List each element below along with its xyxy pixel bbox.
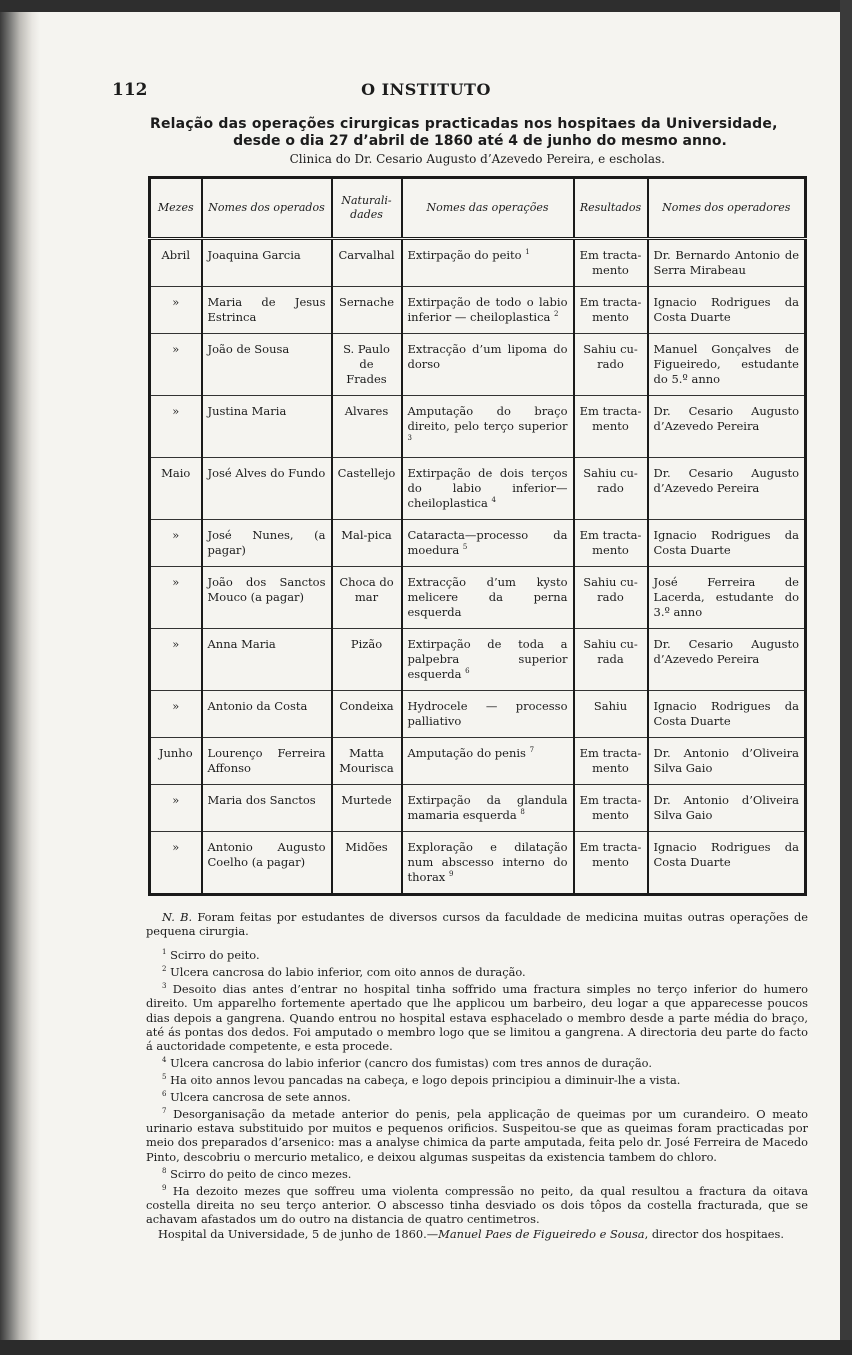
- cell-operation: [402, 690, 574, 737]
- footnote: [146, 1053, 808, 1070]
- cell-month-text: Abril: [161, 248, 191, 262]
- cell-operation-text: Extirpação do peito: [407, 248, 522, 262]
- cell-surgeon-text: Ignacio Rodrigues da Costa Duarte: [653, 527, 799, 557]
- cell-origin: [332, 566, 402, 628]
- cell-origin: [332, 831, 402, 894]
- cell-month: [150, 831, 202, 894]
- cell-surgeon-text: Dr. Antonio d’Oliveira Silva Gaio: [653, 792, 799, 822]
- cell-patient-text: José Alves do Fundo: [207, 465, 326, 480]
- cell-patient-text: João de Sousa: [207, 342, 290, 356]
- cell-origin: [332, 287, 402, 334]
- cell-month: [150, 519, 202, 566]
- cell-result: [574, 395, 648, 457]
- scan-edge-bottom: [0, 1340, 852, 1355]
- cell-patient: [202, 395, 332, 457]
- cell-patient: [202, 784, 332, 831]
- cell-month: [150, 457, 202, 519]
- clinic-subtitle: Clinica do Dr. Cesario Augusto d’Azevedo Pereira, e escholas.: [289, 152, 665, 166]
- cell-operation: [402, 628, 574, 690]
- cell-origin-text: Murtede: [341, 792, 392, 807]
- cell-patient: [202, 457, 332, 519]
- cell-operation-text: Extirpação de toda a palpebra superior esquerda: [407, 636, 568, 681]
- cell-result-text: Em tracta-mento: [579, 745, 642, 775]
- cell-patient: [202, 566, 332, 628]
- cell-surgeon: [648, 690, 806, 737]
- table-row: [150, 395, 806, 457]
- cell-result-text: Em tracta-mento: [579, 295, 642, 324]
- cell-month-text: »: [172, 636, 180, 651]
- footnote-number: 7: [162, 1107, 167, 1116]
- cell-origin-text: Pizão: [350, 636, 383, 651]
- footnote: [146, 1070, 808, 1087]
- cell-result-text: Em tracta-mento: [579, 403, 642, 433]
- cell-surgeon-text: Dr. Cesario Augusto d’Azevedo Pereira: [653, 403, 799, 433]
- cell-result-text: Sahiu cu-rada: [583, 636, 638, 666]
- cell-surgeon: [648, 334, 806, 396]
- cell-origin-text: Alvares: [344, 403, 389, 418]
- cell-surgeon: [648, 831, 806, 894]
- document-title-line1: Relação das operações cirurgicas practicadas nos hospitaes da Universidade,: [150, 116, 778, 132]
- cell-origin: [332, 457, 402, 519]
- cell-patient: [202, 519, 332, 566]
- cell-surgeon-text: Dr. Antonio d’Oliveira Silva Gaio: [653, 745, 799, 775]
- cell-origin-text: Sernache: [338, 295, 395, 309]
- footnote: [146, 962, 808, 979]
- footnote-marker: 3: [407, 434, 412, 443]
- cell-patient: [202, 690, 332, 737]
- cell-operation-text: Extracção d’um lipoma do dorso: [407, 342, 568, 371]
- cell-patient-text: Justina Maria: [207, 403, 287, 418]
- scan-edge-top: [0, 0, 852, 12]
- footnote-list: [146, 945, 808, 1226]
- cell-origin-text: Matta Mourisca: [339, 745, 394, 775]
- cell-operation: [402, 519, 574, 566]
- table-row: [150, 690, 806, 737]
- cell-surgeon-text: Ignacio Rodrigues da Costa Duarte: [653, 839, 799, 869]
- cell-result: [574, 784, 648, 831]
- cell-result: [574, 334, 648, 396]
- table-body: [150, 239, 806, 895]
- cell-origin-text: Castellejo: [337, 465, 396, 480]
- footnote: [146, 1087, 808, 1104]
- footnote-number: 8: [162, 1166, 167, 1175]
- cell-patient-text: Antonio da Costa: [207, 698, 308, 713]
- cell-result: [574, 566, 648, 628]
- footnote-marker: 7: [529, 746, 535, 755]
- cell-origin: [332, 628, 402, 690]
- table-row: [150, 334, 806, 396]
- cell-result: [574, 457, 648, 519]
- cell-month: [150, 690, 202, 737]
- footnote-number: 2: [162, 965, 167, 974]
- footnote-marker: 8: [520, 808, 525, 817]
- header-month: Mezes: [150, 178, 202, 239]
- cell-result-text: Sahiu cu-rado: [583, 574, 638, 604]
- cell-month-text: »: [172, 403, 180, 418]
- footnote-number: 6: [162, 1090, 167, 1099]
- cell-surgeon-text: José Ferreira de Lacerda, estudante do 3.º anno: [653, 574, 799, 619]
- cell-patient: [202, 334, 332, 396]
- cell-month: [150, 566, 202, 628]
- cell-surgeon: [648, 737, 806, 784]
- footnote-marker: 2: [554, 310, 559, 319]
- cell-origin-text: S. Paulo de Frades: [343, 342, 390, 386]
- cell-result: [574, 287, 648, 334]
- cell-operation: [402, 831, 574, 894]
- cell-surgeon: [648, 566, 806, 628]
- nb-note: [146, 910, 808, 938]
- cell-month: [150, 239, 202, 287]
- cell-surgeon-text: Dr. Bernardo Antonio de Serra Mirabeau: [653, 248, 799, 277]
- cell-operation: [402, 457, 574, 519]
- cell-operation: [402, 287, 574, 334]
- cell-result-text: Sahiu: [593, 698, 628, 713]
- header-origin: Naturali-dades: [332, 178, 402, 239]
- table-header-row: [150, 178, 806, 239]
- document-title-line2: desde o dia 27 d’abril de 1860 até 4 de junho do mesmo anno.: [233, 133, 727, 149]
- cell-operation: [402, 737, 574, 784]
- cell-origin: [332, 784, 402, 831]
- cell-surgeon: [648, 628, 806, 690]
- header-operation: Nomes das operações: [402, 178, 574, 239]
- header-patient: Nomes dos operados: [202, 178, 332, 239]
- footnote: [146, 979, 808, 1053]
- footnote-text: Ha dezoito mezes que soffreu uma violenta compressão no peito, da qual resultou a fractura da oitava costella direita no seu terço anterior. O abscesso tinha desviado os dois tôpos da costella fracturada, que se achavam afastados um do outro na distancia de quatro centimetros.: [146, 1183, 808, 1227]
- cell-operation-text: Extirpação da glandula mamaria esquerda: [407, 792, 568, 822]
- footnote-text: Ulcera cancrosa do labio inferior (cancro dos fumistas) com tres annos de duração.: [170, 1056, 652, 1071]
- cell-operation-text: Amputação do penis: [407, 745, 526, 760]
- cell-operation: [402, 334, 574, 396]
- cell-origin: [332, 334, 402, 396]
- cell-result-text: Em tracta-mento: [579, 248, 642, 277]
- cell-surgeon: [648, 287, 806, 334]
- footnote: [146, 1104, 808, 1164]
- signature-place: Hospital da Universidade, 5 de junho de 1860.—: [158, 1227, 439, 1242]
- cell-operation-text: Extracção d’um kysto melicere da perna esquerda: [407, 574, 568, 619]
- page-number: 112: [112, 80, 148, 100]
- footnote-text: Scirro do peito de cinco mezes.: [170, 1166, 352, 1181]
- cell-result: [574, 831, 648, 894]
- cell-month: [150, 395, 202, 457]
- cell-result: [574, 737, 648, 784]
- cell-surgeon-text: Ignacio Rodrigues da Costa Duarte: [653, 295, 799, 324]
- cell-surgeon-text: Manuel Gonçalves de Figueiredo, estudante do 5.º anno: [653, 342, 799, 386]
- cell-month-text: »: [172, 527, 180, 542]
- footnote-marker: 4: [491, 496, 496, 505]
- footnote-marker: 1: [525, 248, 530, 257]
- cell-operation-text: Hydrocele — processo palliativo: [407, 698, 568, 728]
- cell-origin-text: Midões: [345, 839, 388, 854]
- cell-month-text: »: [172, 792, 180, 807]
- cell-operation: [402, 395, 574, 457]
- cell-month-text: »: [172, 839, 180, 854]
- footnote-marker: 6: [465, 666, 470, 675]
- cell-month: [150, 287, 202, 334]
- footnote-text: Ulcera cancrosa do labio inferior, com oito annos de duração.: [170, 965, 526, 980]
- footnote-number: 3: [162, 982, 167, 991]
- table-row: [150, 239, 806, 287]
- cell-patient-text: Joaquina Garcia: [207, 248, 301, 262]
- footnote: [146, 945, 808, 962]
- cell-operation: [402, 239, 574, 287]
- cell-patient: [202, 628, 332, 690]
- cell-result-text: Sahiu cu-rado: [583, 465, 638, 495]
- cell-origin: [332, 519, 402, 566]
- cell-origin-text: Mal-pica: [341, 527, 392, 542]
- footnote: [146, 1181, 808, 1226]
- cell-origin: [332, 690, 402, 737]
- table-row: [150, 784, 806, 831]
- cell-surgeon: [648, 395, 806, 457]
- footnote-number: 4: [162, 1056, 167, 1065]
- cell-patient: [202, 287, 332, 334]
- cell-operation-text: Extirpação de dois terços do labio inferior—cheiloplastica: [407, 465, 568, 510]
- cell-surgeon-text: Dr. Cesario Augusto d’Azevedo Pereira: [653, 465, 799, 495]
- cell-origin-text: Choca do mar: [339, 574, 394, 604]
- cell-patient-text: Anna Maria: [207, 636, 276, 651]
- cell-patient-text: Maria dos Sanctos: [207, 792, 316, 807]
- footnote-text: Scirro do peito.: [170, 948, 260, 963]
- running-head: O INSTITUTO: [361, 80, 491, 99]
- cell-month-text: »: [172, 574, 180, 589]
- cell-result-text: Em tracta-mento: [579, 792, 642, 822]
- cell-origin: [332, 395, 402, 457]
- footnote-text: Desorganisação da metade anterior do penis, pela applicação de queimas por um curandeiro. O meato urinario estava substituido por muitos e pequenos orificios. Suspeitou-se que as queimas foram practicadas por meio dos preparados d’arsenico: mas a analyse chimica da parte amputada, feita pelo dr. José Ferreira de Macedo Pinto, descobriu o mercurio metalico, e deixou algumas suspeitas da existencia tambem do chloro.: [146, 1107, 809, 1164]
- cell-month: [150, 628, 202, 690]
- cell-operation: [402, 566, 574, 628]
- notes-section: [146, 910, 808, 1241]
- table-row: [150, 566, 806, 628]
- cell-result-text: Sahiu cu-rado: [583, 342, 638, 371]
- cell-result-text: Em tracta-mento: [579, 527, 642, 557]
- cell-patient: [202, 737, 332, 784]
- cell-patient-text: José Nunes, (a pagar): [207, 527, 326, 557]
- cell-patient-text: Lourenço Ferreira Affonso: [207, 745, 326, 775]
- cell-surgeon-text: Dr. Cesario Augusto d’Azevedo Pereira: [653, 636, 799, 666]
- cell-month-text: Maio: [161, 465, 191, 480]
- footnote-text: Ha oito annos levou pancadas na cabeça, e logo depois principiou a diminuir-lhe a vista.: [170, 1073, 681, 1088]
- cell-patient: [202, 239, 332, 287]
- footnote-text: Desoito dias antes d’entrar no hospital tinha soffrido uma fractura simples no terço inferior do humero direito. Um apparelho fortemente apertado que lhe applicou um barbeiro, deu logar a que apparecesse poucos dias depois a gangrena. Quando entrou no hospital estava esphacelado o membro desde a parte média do braço, até ás pontas dos dedos. Foi amputado o membro logo que se limitou a gangrena. A directoria deu parte do facto á auctoridade competente, e esta procede.: [146, 982, 808, 1054]
- cell-surgeon-text: Ignacio Rodrigues da Costa Duarte: [653, 698, 799, 728]
- cell-result: [574, 628, 648, 690]
- cell-operation: [402, 784, 574, 831]
- table-row: [150, 737, 806, 784]
- cell-surgeon: [648, 519, 806, 566]
- signature-line: [146, 1227, 808, 1241]
- footnote-number: 5: [162, 1073, 167, 1082]
- cell-result: [574, 239, 648, 287]
- cell-origin-text: Carvalhal: [338, 248, 395, 262]
- operations-table: [148, 176, 807, 896]
- nb-text: Foram feitas por estudantes de diversos cursos da faculdade de medicina muitas outras operações de pequena cirurgia.: [146, 910, 808, 939]
- footnote-marker: 5: [462, 543, 468, 552]
- footnote-number: 1: [162, 948, 167, 957]
- nb-label: N. B.: [162, 910, 193, 924]
- cell-operation-text: Extirpação de todo o labio inferior — cheiloplastica: [407, 295, 568, 324]
- signature-name: Manuel Paes de Figueiredo e Sousa: [438, 1227, 645, 1242]
- cell-surgeon: [648, 239, 806, 287]
- cell-operation-text: Cataracta—processo da moedura: [407, 527, 568, 557]
- cell-month-text: »: [172, 342, 180, 356]
- cell-patient-text: João dos Sanctos Mouco (a pagar): [207, 574, 326, 604]
- cell-result: [574, 519, 648, 566]
- footnote-marker: 9: [448, 869, 454, 878]
- cell-patient-text: Antonio Augusto Coelho (a pagar): [207, 839, 326, 869]
- footnote-number: 9: [162, 1183, 167, 1192]
- header-surgeon: Nomes dos operadores: [648, 178, 806, 239]
- cell-origin: [332, 239, 402, 287]
- book-spine-shadow: [0, 0, 40, 1355]
- table-row: [150, 519, 806, 566]
- signature-role: , director dos hospitaes.: [644, 1227, 785, 1242]
- header-result: Resultados: [574, 178, 648, 239]
- cell-origin: [332, 737, 402, 784]
- cell-origin-text: Condeixa: [339, 698, 394, 713]
- cell-surgeon: [648, 784, 806, 831]
- cell-operation-text: Amputação do braço direito, pelo terço superior: [407, 403, 568, 433]
- cell-patient-text: Maria de Jesus Estrinca: [207, 295, 326, 324]
- cell-month: [150, 784, 202, 831]
- cell-month-text: »: [172, 698, 180, 713]
- cell-month: [150, 737, 202, 784]
- cell-month: [150, 334, 202, 396]
- cell-result: [574, 690, 648, 737]
- footnote: [146, 1164, 808, 1181]
- table-row: [150, 628, 806, 690]
- cell-month-text: Junho: [158, 745, 193, 760]
- table-row: [150, 287, 806, 334]
- cell-patient: [202, 831, 332, 894]
- table-row: [150, 831, 806, 894]
- scan-edge-right: [840, 0, 852, 1355]
- cell-surgeon: [648, 457, 806, 519]
- cell-result-text: Em tracta-mento: [579, 839, 642, 869]
- cell-month-text: »: [172, 295, 180, 309]
- footnote-text: Ulcera cancrosa de sete annos.: [170, 1090, 351, 1105]
- cell-operation-text: Exploração e dilatação num abscesso interno do thorax: [407, 839, 568, 884]
- table-row: [150, 457, 806, 519]
